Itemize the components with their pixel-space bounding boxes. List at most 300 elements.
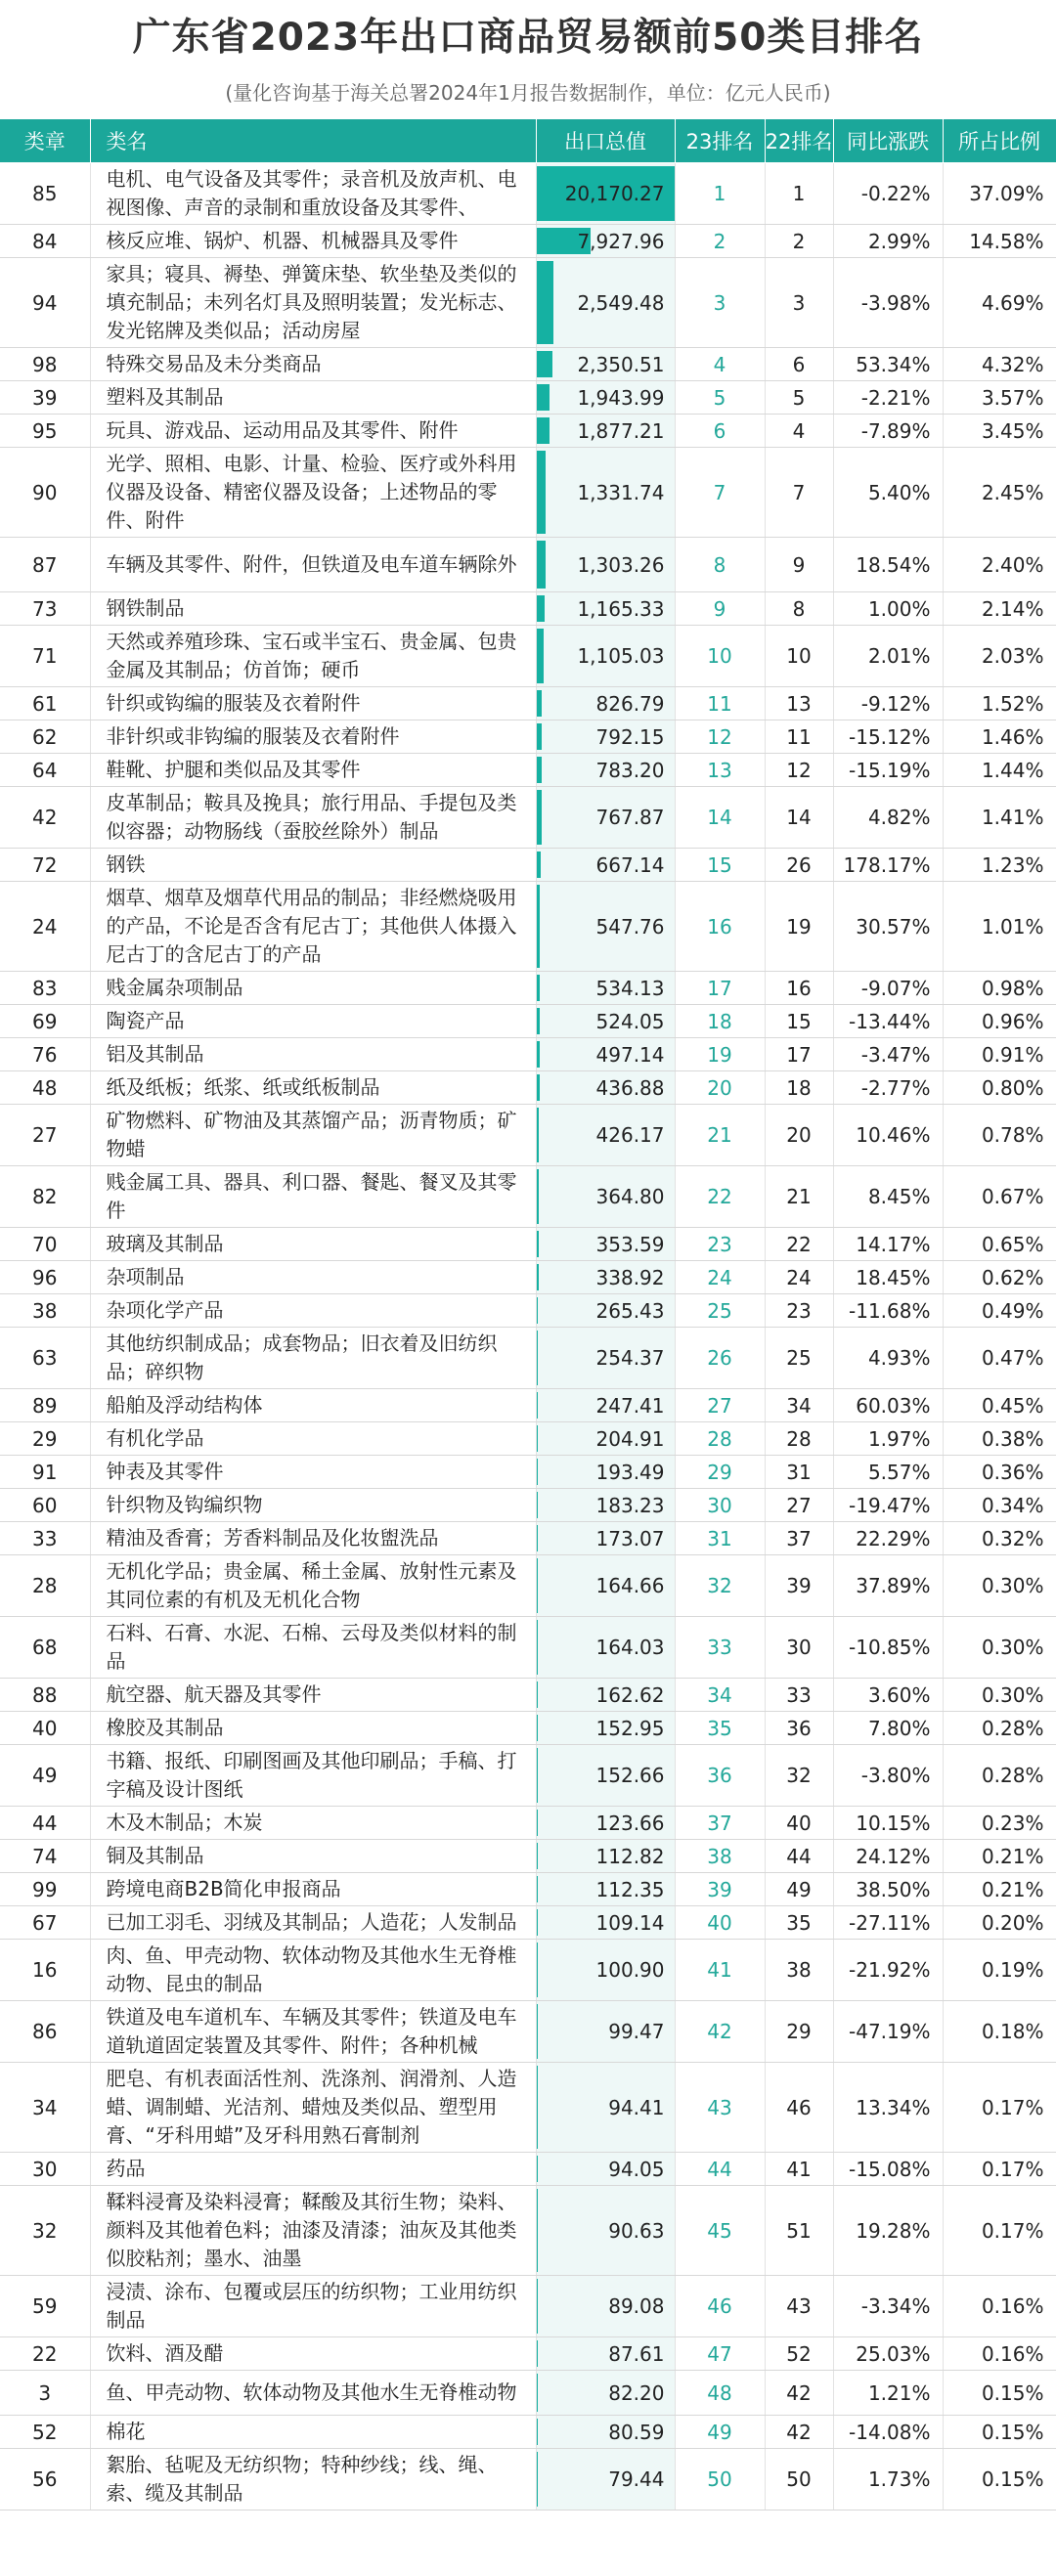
cell-rank23: 23 [675, 1228, 765, 1261]
value-bar [537, 1681, 538, 1708]
cell-value-text: 1,303.26 [577, 552, 665, 577]
cell-yoy: 5.57% [833, 1456, 943, 1489]
table-row [0, 1389, 1056, 1422]
cell-chapter: 84 [0, 225, 90, 258]
header-rank22: 22排名 [765, 119, 833, 163]
cell-value-text: 1,165.33 [577, 596, 665, 621]
cell-name-text: 石料、石膏、水泥、石棉、云母及类似材料的制品 [106, 1621, 517, 1673]
cell-share: 0.32% [943, 1522, 1056, 1555]
cell-rank23: 40 [675, 1906, 765, 1940]
cell-rank22: 20 [765, 1105, 833, 1166]
cell-value [536, 1038, 675, 1071]
cell-rank22: 17 [765, 1038, 833, 1071]
cell-value-text: 204.91 [595, 1426, 665, 1451]
cell-yoy: 2.01% [833, 626, 943, 687]
table-row [0, 1105, 1056, 1166]
cell-rank22: 23 [765, 1294, 833, 1328]
cell-value [536, 1807, 675, 1840]
table-row [0, 1456, 1056, 1489]
cell-name-text: 肉、鱼、甲壳动物、软体动物及其他水生无脊椎动物、昆虫的制品 [106, 1943, 517, 1995]
cell-rank23: 41 [675, 1940, 765, 2001]
cell-value-text: 2,549.48 [577, 290, 665, 315]
cell-yoy: -2.77% [833, 1071, 943, 1105]
cell-name [90, 2153, 536, 2186]
table-row [0, 754, 1056, 787]
cell-value [536, 2063, 675, 2153]
cell-name [90, 258, 536, 348]
value-bar [537, 1843, 538, 1869]
cell-value [536, 1389, 675, 1422]
cell-share: 1.41% [943, 787, 1056, 849]
cell-value [536, 1555, 675, 1617]
cell-chapter: 34 [0, 2063, 90, 2153]
cell-value-text: 2,350.51 [577, 352, 665, 376]
cell-name-text: 非针织或非钩编的服装及衣着附件 [106, 724, 400, 748]
value-bar [537, 2156, 538, 2182]
table-row [0, 348, 1056, 381]
table-row [0, 1038, 1056, 1071]
cell-value [536, 1228, 675, 1261]
cell-name [90, 754, 536, 787]
cell-value-text: 94.05 [608, 2157, 665, 2181]
header-name: 类名 [90, 119, 536, 163]
cell-name-text: 核反应堆、锅炉、机器、机械器具及零件 [106, 229, 459, 252]
cell-value [536, 1906, 675, 1940]
cell-rank23: 21 [675, 1105, 765, 1166]
cell-name-text: 杂项制品 [106, 1265, 185, 1288]
cell-yoy: -21.92% [833, 1940, 943, 2001]
table-row [0, 225, 1056, 258]
cell-value [536, 258, 675, 348]
cell-yoy: 1.97% [833, 1422, 943, 1456]
cell-rank22: 32 [765, 1745, 833, 1807]
cell-name-text: 杂项化学产品 [106, 1298, 224, 1322]
value-bar [537, 417, 550, 444]
table-row [0, 1873, 1056, 1906]
cell-share: 0.62% [943, 1261, 1056, 1294]
value-bar [537, 723, 543, 750]
table-row [0, 1522, 1056, 1555]
cell-name-text: 肥皂、有机表面活性剂、洗涤剂、润滑剂、人造蜡、调制蜡、光洁剂、蜡烛及类似品、塑型用膏、“牙科用蜡”及牙科用熟石膏制剂 [106, 2067, 517, 2147]
cell-value-text: 792.15 [595, 724, 665, 749]
cell-rank22: 12 [765, 754, 833, 787]
value-bar [537, 690, 543, 717]
cell-value [536, 720, 675, 754]
cell-value-text: 164.03 [595, 1636, 665, 1659]
cell-value-text: 109.14 [595, 1910, 665, 1935]
cell-value [536, 787, 675, 849]
cell-rank23: 7 [675, 448, 765, 538]
cell-name-text: 已加工羽毛、羽绒及其制品；人造花；人发制品 [106, 1910, 517, 1934]
cell-chapter: 74 [0, 1840, 90, 1873]
cell-name [90, 348, 536, 381]
value-bar [537, 1331, 539, 1385]
cell-chapter: 67 [0, 1906, 90, 1940]
cell-yoy: 178.17% [833, 849, 943, 882]
cell-name [90, 1261, 536, 1294]
cell-yoy: 30.57% [833, 882, 943, 972]
cell-value-text: 20,170.27 [564, 182, 665, 205]
cell-name-text: 钢铁 [106, 852, 146, 876]
cell-rank23: 37 [675, 1807, 765, 1840]
cell-yoy: 8.45% [833, 1166, 943, 1228]
cell-rank23: 42 [675, 2001, 765, 2063]
value-bar [537, 790, 542, 845]
value-bar [537, 351, 552, 377]
cell-name [90, 2001, 536, 2063]
cell-yoy: -10.85% [833, 1617, 943, 1679]
value-bar [537, 2340, 538, 2367]
cell-rank23: 45 [675, 2186, 765, 2276]
cell-chapter: 73 [0, 592, 90, 626]
value-bar [537, 541, 546, 589]
cell-name [90, 225, 536, 258]
value-bar [537, 384, 550, 411]
page-title: 广东省2023年出口商品贸易额前50类目排名 [132, 16, 924, 60]
cell-share: 0.65% [943, 1228, 1056, 1261]
table-row [0, 720, 1056, 754]
cell-value [536, 1422, 675, 1456]
cell-chapter: 87 [0, 538, 90, 592]
cell-name [90, 1071, 536, 1105]
cell-value [536, 448, 675, 538]
cell-chapter: 96 [0, 1261, 90, 1294]
table-row [0, 849, 1056, 882]
cell-name-text: 棉花 [106, 2420, 146, 2443]
value-bar [537, 1909, 538, 1936]
table-row [0, 882, 1056, 972]
value-bar [537, 595, 545, 622]
cell-value [536, 2153, 675, 2186]
cell-name [90, 1712, 536, 1745]
cell-rank23: 33 [675, 1617, 765, 1679]
cell-yoy: -3.98% [833, 258, 943, 348]
cell-name [90, 972, 536, 1005]
cell-value [536, 1522, 675, 1555]
cell-share: 1.01% [943, 882, 1056, 972]
cell-value-text: 162.62 [595, 1682, 665, 1707]
cell-value [536, 1489, 675, 1522]
cell-rank23: 15 [675, 849, 765, 882]
cell-share: 0.17% [943, 2153, 1056, 2186]
cell-chapter: 38 [0, 1294, 90, 1328]
cell-value-text: 183.23 [595, 1493, 665, 1517]
cell-rank22: 22 [765, 1228, 833, 1261]
cell-value [536, 1679, 675, 1712]
cell-rank23: 46 [675, 2276, 765, 2337]
cell-name [90, 1228, 536, 1261]
cell-share: 0.15% [943, 2416, 1056, 2449]
cell-value [536, 225, 675, 258]
table-row [0, 1617, 1056, 1679]
cell-share: 0.98% [943, 972, 1056, 1005]
cell-rank22: 1 [765, 163, 833, 225]
header-share: 所占比例 [943, 119, 1056, 163]
cell-value [536, 626, 675, 687]
cell-share: 0.28% [943, 1745, 1056, 1807]
table-row [0, 2063, 1056, 2153]
cell-name-text: 铜及其制品 [106, 1844, 204, 1867]
cell-share: 0.78% [943, 1105, 1056, 1166]
cell-name-text: 铝及其制品 [106, 1042, 204, 1066]
cell-rank23: 31 [675, 1522, 765, 1555]
cell-name-text: 船舶及浮动结构体 [106, 1393, 263, 1417]
value-bar [537, 1425, 538, 1452]
table-row [0, 2371, 1056, 2416]
cell-share: 0.23% [943, 1807, 1056, 1840]
ranking-table [0, 119, 1056, 2511]
cell-value-text: 547.76 [595, 914, 665, 939]
cell-rank23: 29 [675, 1456, 765, 1489]
cell-value-text: 364.80 [595, 1185, 665, 1208]
value-bar [537, 1392, 539, 1419]
value-bar [537, 2066, 538, 2149]
cell-value [536, 1712, 675, 1745]
cell-yoy: -11.68% [833, 1294, 943, 1328]
cell-name [90, 1456, 536, 1489]
cell-name [90, 2416, 536, 2449]
cell-rank23: 14 [675, 787, 765, 849]
cell-value-text: 1,943.99 [577, 385, 665, 410]
cell-rank23: 11 [675, 687, 765, 720]
cell-value [536, 348, 675, 381]
cell-name [90, 1294, 536, 1328]
cell-share: 4.32% [943, 348, 1056, 381]
value-bar [537, 975, 541, 1001]
table-row [0, 1807, 1056, 1840]
cell-chapter: 83 [0, 972, 90, 1005]
cell-value [536, 849, 675, 882]
cell-name-text: 针织物及钩编织物 [106, 1493, 263, 1516]
cell-value-text: 79.44 [608, 2467, 665, 2491]
table-row [0, 448, 1056, 538]
cell-chapter: 29 [0, 1422, 90, 1456]
cell-share: 0.21% [943, 1873, 1056, 1906]
cell-value-text: 254.37 [595, 1346, 665, 1370]
cell-share: 0.30% [943, 1617, 1056, 1679]
cell-value-text: 173.07 [595, 1526, 665, 1550]
value-bar [537, 261, 554, 344]
cell-name-text: 电机、电气设备及其零件；录音机及放声机、电视图像、声音的录制和重放设备及其零件、 [106, 167, 517, 219]
cell-name [90, 1166, 536, 1228]
cell-name-text: 钟表及其零件 [106, 1460, 224, 1483]
cell-value [536, 1456, 675, 1489]
cell-rank22: 26 [765, 849, 833, 882]
table-header-row [0, 119, 1056, 163]
cell-chapter: 3 [0, 2371, 90, 2416]
cell-value [536, 2337, 675, 2371]
cell-name-text: 塑料及其制品 [106, 385, 224, 409]
cell-name-text: 浸渍、涂布、包覆或层压的纺织物；工业用纺织制品 [106, 2280, 517, 2332]
cell-share: 3.57% [943, 381, 1056, 415]
cell-yoy: -15.19% [833, 754, 943, 787]
cell-name [90, 1873, 536, 1906]
cell-value-text: 426.17 [595, 1123, 665, 1147]
cell-rank22: 14 [765, 787, 833, 849]
cell-name [90, 2063, 536, 2153]
cell-yoy: -14.08% [833, 2416, 943, 2449]
cell-yoy: -3.47% [833, 1038, 943, 1071]
cell-name-text: 玩具、游戏品、运动用品及其零件、附件 [106, 418, 459, 442]
cell-value-text: 783.20 [595, 758, 665, 782]
cell-value-text: 94.41 [608, 2095, 665, 2119]
table-row [0, 381, 1056, 415]
cell-share: 0.38% [943, 1422, 1056, 1456]
cell-chapter: 52 [0, 2416, 90, 2449]
cell-rank23: 47 [675, 2337, 765, 2371]
cell-value-text: 100.90 [595, 1958, 665, 1982]
value-bar [537, 1297, 539, 1324]
value-bar [537, 757, 542, 783]
cell-name [90, 1617, 536, 1679]
cell-value-text: 767.87 [595, 806, 665, 829]
cell-value [536, 1873, 675, 1906]
table-row [0, 1328, 1056, 1389]
cell-value [536, 1005, 675, 1038]
value-bar [537, 1558, 538, 1613]
cell-chapter: 59 [0, 2276, 90, 2337]
cell-value-text: 193.49 [595, 1460, 665, 1484]
cell-yoy: 22.29% [833, 1522, 943, 1555]
cell-chapter: 64 [0, 754, 90, 787]
cell-yoy: 10.46% [833, 1105, 943, 1166]
cell-share: 1.52% [943, 687, 1056, 720]
cell-yoy: -13.44% [833, 1005, 943, 1038]
cell-yoy: -9.12% [833, 687, 943, 720]
cell-rank22: 52 [765, 2337, 833, 2371]
cell-yoy: 13.34% [833, 2063, 943, 2153]
cell-chapter: 40 [0, 1712, 90, 1745]
cell-rank22: 8 [765, 592, 833, 626]
cell-rank23: 34 [675, 1679, 765, 1712]
cell-rank22: 30 [765, 1617, 833, 1679]
cell-yoy: -2.21% [833, 381, 943, 415]
cell-rank23: 13 [675, 754, 765, 787]
cell-value [536, 163, 675, 225]
cell-rank23: 6 [675, 415, 765, 448]
cell-yoy: -7.89% [833, 415, 943, 448]
cell-rank23: 24 [675, 1261, 765, 1294]
page-subtitle: (量化咨询基于海关总署2024年1月报告数据制作，单位：亿元人民币) [225, 81, 831, 105]
cell-rank22: 51 [765, 2186, 833, 2276]
cell-rank22: 40 [765, 1807, 833, 1840]
cell-chapter: 48 [0, 1071, 90, 1105]
cell-rank23: 27 [675, 1389, 765, 1422]
cell-share: 2.14% [943, 592, 1056, 626]
cell-name-text: 针织或钩编的服装及衣着附件 [106, 691, 361, 715]
cell-rank23: 28 [675, 1422, 765, 1456]
cell-chapter: 60 [0, 1489, 90, 1522]
cell-name [90, 1389, 536, 1422]
cell-name [90, 1328, 536, 1389]
cell-share: 2.40% [943, 538, 1056, 592]
cell-rank23: 48 [675, 2371, 765, 2416]
cell-name-text: 钢铁制品 [106, 596, 185, 620]
cell-name-text: 无机化学品；贵金属、稀土金属、放射性元素及其同位素的有机及无机化合物 [106, 1559, 517, 1611]
cell-yoy: 14.17% [833, 1228, 943, 1261]
cell-chapter: 42 [0, 787, 90, 849]
table-row [0, 1489, 1056, 1522]
cell-rank22: 16 [765, 972, 833, 1005]
value-bar [537, 1231, 539, 1257]
table-row [0, 2276, 1056, 2337]
table-row [0, 1555, 1056, 1617]
cell-value [536, 1840, 675, 1873]
cell-share: 0.21% [943, 1840, 1056, 1873]
cell-value-text: 82.20 [608, 2380, 665, 2405]
cell-name [90, 538, 536, 592]
cell-chapter: 76 [0, 1038, 90, 1071]
cell-chapter: 27 [0, 1105, 90, 1166]
value-bar [537, 2452, 538, 2507]
cell-chapter: 30 [0, 2153, 90, 2186]
cell-name-text: 鞣料浸膏及染料浸膏；鞣酸及其衍生物；染料、颜料及其他着色料；油漆及清漆；油灰及其他类似胶粘剂；墨水、油墨 [106, 2190, 517, 2270]
cell-rank23: 50 [675, 2449, 765, 2511]
cell-name-text: 跨境电商B2B简化申报商品 [106, 1877, 341, 1900]
cell-value [536, 1261, 675, 1294]
cell-value-text: 497.14 [595, 1042, 665, 1067]
cell-name [90, 1679, 536, 1712]
table-row [0, 1422, 1056, 1456]
value-bar [537, 1264, 539, 1290]
cell-share: 0.19% [943, 1940, 1056, 2001]
cell-name-text: 鱼、甲壳动物、软体动物及其他水生无脊椎动物 [106, 2380, 517, 2404]
value-bar [537, 1074, 540, 1101]
cell-chapter: 89 [0, 1389, 90, 1422]
cell-chapter: 33 [0, 1522, 90, 1555]
cell-yoy: 4.82% [833, 787, 943, 849]
cell-value [536, 2371, 675, 2416]
cell-name [90, 2186, 536, 2276]
cell-yoy: 38.50% [833, 1873, 943, 1906]
table-row [0, 787, 1056, 849]
cell-chapter: 85 [0, 163, 90, 225]
cell-name [90, 849, 536, 882]
cell-share: 0.17% [943, 2063, 1056, 2153]
cell-chapter: 16 [0, 1940, 90, 2001]
value-bar [537, 2004, 538, 2059]
cell-value-text: 265.43 [595, 1298, 665, 1323]
cell-rank22: 35 [765, 1906, 833, 1940]
cell-rank22: 11 [765, 720, 833, 754]
cell-yoy: 1.00% [833, 592, 943, 626]
cell-rank22: 19 [765, 882, 833, 972]
cell-rank22: 39 [765, 1555, 833, 1617]
cell-rank23: 9 [675, 592, 765, 626]
cell-name [90, 415, 536, 448]
cell-name-text: 贱金属杂项制品 [106, 976, 243, 999]
table-row [0, 2001, 1056, 2063]
cell-name [90, 448, 536, 538]
cell-yoy: -27.11% [833, 1906, 943, 1940]
cell-name-text: 玻璃及其制品 [106, 1232, 224, 1255]
cell-value [536, 1745, 675, 1807]
table-row [0, 1679, 1056, 1712]
cell-name [90, 592, 536, 626]
cell-name [90, 1906, 536, 1940]
cell-name-text: 其他纺织制成品；成套物品；旧衣着及旧纺织品；碎织物 [106, 1332, 498, 1383]
cell-rank22: 3 [765, 258, 833, 348]
cell-share: 0.34% [943, 1489, 1056, 1522]
cell-value-text: 123.66 [595, 1811, 665, 1835]
cell-rank22: 37 [765, 1522, 833, 1555]
cell-share: 0.15% [943, 2449, 1056, 2511]
table-row [0, 1261, 1056, 1294]
cell-rank22: 34 [765, 1389, 833, 1422]
cell-value-text: 7,927.96 [577, 229, 665, 253]
value-bar [537, 1008, 541, 1034]
cell-chapter: 88 [0, 1679, 90, 1712]
